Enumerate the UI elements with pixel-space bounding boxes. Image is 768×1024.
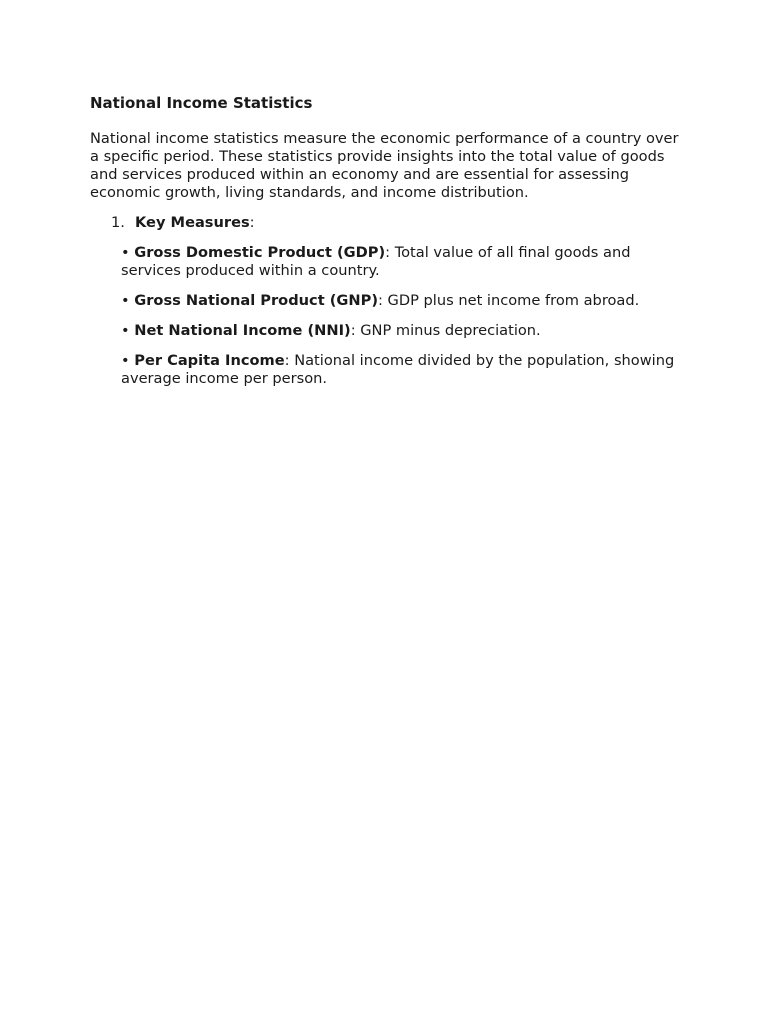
list-item-suffix: : — [249, 214, 255, 231]
bullet-item-gnp — [121, 292, 680, 310]
document-title: National Income Statistics — [90, 94, 313, 112]
bullet-text: : Total value of all final goods and services produced within a country. — [121, 244, 631, 279]
bullet-term: Per Capita Income — [134, 352, 285, 369]
bullet-marker: • — [121, 244, 130, 261]
bullet-term: Net National Income (NNI) — [134, 322, 351, 339]
bullet-text: : National income divided by the population, showing average income per person. — [121, 352, 675, 387]
bullet-marker: • — [121, 352, 130, 369]
list-item-label: Key Measures — [135, 214, 250, 231]
numbered-list-item — [111, 214, 680, 232]
bullet-marker: • — [121, 322, 130, 339]
document-page — [90, 93, 680, 400]
bullet-item-nni — [121, 322, 680, 340]
bullet-item-gdp — [121, 244, 680, 280]
bullet-term: Gross Domestic Product (GDP) — [134, 244, 386, 261]
bullet-text: : GNP minus depreciation. — [350, 322, 541, 339]
list-number: 1. — [111, 214, 125, 231]
bullet-marker: • — [121, 292, 130, 309]
intro-paragraph: National income statistics measure the economic performance of a country over a specific period. These statistics provide insights into the total value of goods and services produced within an economy and are essential for assessing economic growth, living standards, and income distribution. — [90, 130, 679, 201]
bullet-item-per-capita — [121, 352, 680, 388]
bullet-term: Gross National Product (GNP) — [134, 292, 378, 309]
bullet-text: : GDP plus net income from abroad. — [377, 292, 640, 309]
